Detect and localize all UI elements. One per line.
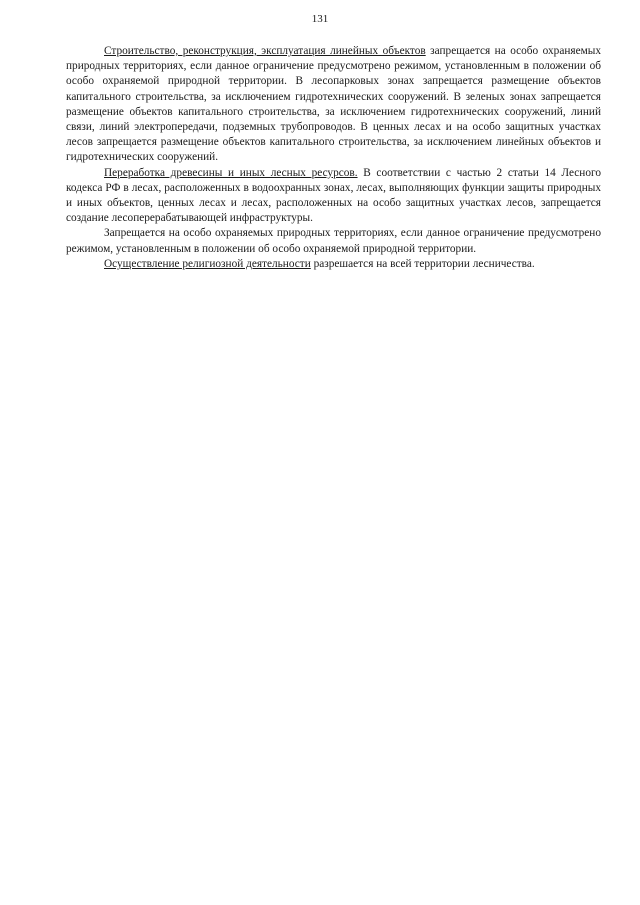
paragraph-linear-objects — [66, 44, 601, 166]
document-body — [66, 44, 601, 272]
paragraph-lead-religious-activity: Осуществление религиозной деятельности — [104, 257, 311, 270]
paragraph-text-wood-processing: В соответствии с частью 2 статьи 14 Лесного кодекса РФ в лесах, расположенных в водоохранных зонах, лесах, выполняющих функции защиты природных и иных объектов, ценных лесах и лесах, расположенных на особо защитных участках лесов, запрещается создание лесоперерабатывающей инфраструктуры. — [66, 166, 601, 225]
paragraph-text-religious-activity: разрешается на всей территории лесничества. — [310, 257, 535, 270]
paragraph-protected-territories — [66, 226, 601, 256]
paragraph-lead-wood-processing: Переработка древесины и иных лесных ресурсов. — [104, 166, 358, 179]
paragraph-text-linear-objects: запрещается на особо охраняемых природных территориях, если данное ограничение предусмотрено режимом, установленным в положении об особо охраняемой природной территории. В лесопарковых зонах запрещается размещение объектов капитального строительства, за исключением гидротехнических сооружений. В зеленых зонах запрещается размещение объектов капитального строительства, за исключением гидротехнических сооружений, линий связи, линий электропередачи, подземных трубопроводов. В ценных лесах и на особо защитных участках лесов запрещается размещение объектов капитального строительства, за исключением линейных объектов и гидротехнических сооружений. — [66, 45, 601, 164]
paragraph-text-protected-territories: Запрещается на особо охраняемых природных территориях, если данное ограничение предусмотрено режимом, установленным в положении об особо охраняемой природной территории. — [66, 227, 601, 255]
page-number: 131 — [311, 13, 329, 25]
paragraph-religious-activity — [66, 257, 601, 272]
paragraph-lead-linear-objects: Строительство, реконструкция, эксплуатация линейных объектов — [104, 45, 426, 57]
paragraph-wood-processing — [66, 166, 601, 227]
